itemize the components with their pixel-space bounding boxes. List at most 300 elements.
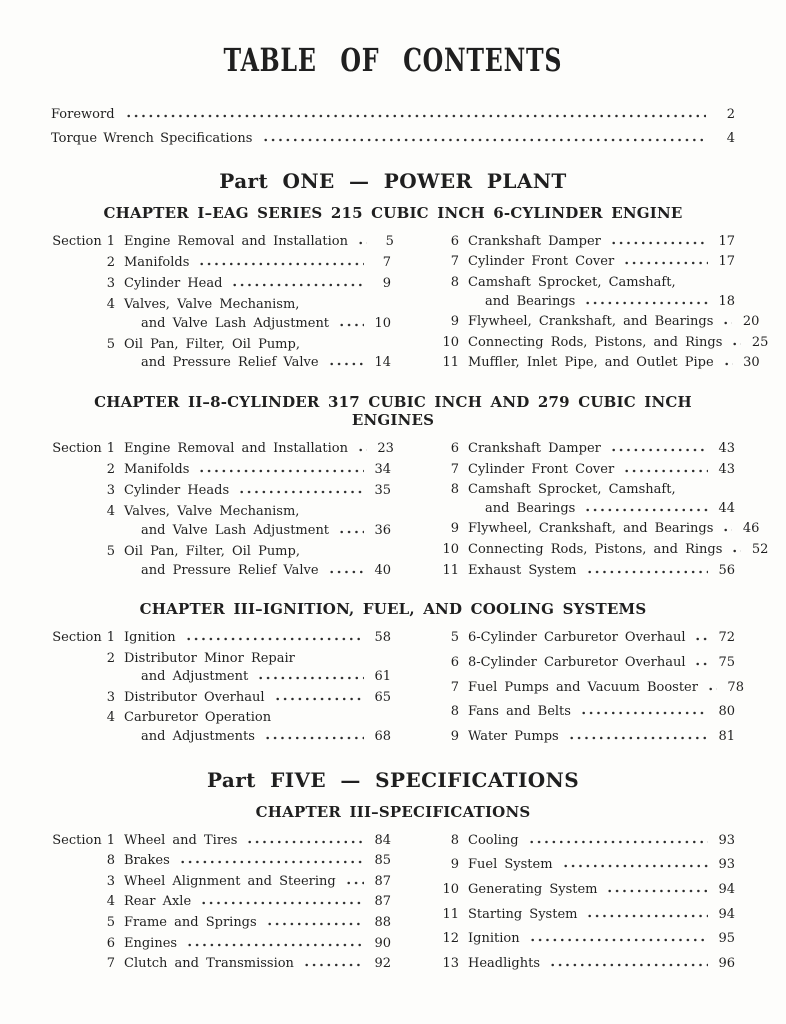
title-line	[124, 710, 391, 726]
entry-page: 18	[718, 293, 735, 309]
part-section	[51, 168, 769, 745]
title-line	[124, 915, 391, 931]
entry-page: 65	[374, 689, 391, 705]
title-line	[468, 679, 744, 696]
section-title-block	[124, 483, 391, 499]
section-title-block	[468, 462, 735, 478]
title-line	[468, 462, 735, 478]
chapter	[51, 803, 735, 972]
dot-leader	[529, 938, 708, 942]
dot-leader	[584, 508, 708, 512]
entry-page: 40	[374, 562, 391, 578]
title-text: 8-Cylinder Carburetor Overhaul	[468, 654, 686, 670]
dot-leader	[584, 301, 708, 305]
section-number-cell	[433, 655, 459, 671]
toc-entry	[51, 710, 391, 744]
title-text: Muffler, Inlet Pipe, and Outlet Pipe	[468, 355, 714, 371]
title-text: Water Pumps	[468, 729, 559, 745]
section-number-cell	[433, 729, 459, 745]
entry-page: 44	[718, 500, 735, 516]
chapter	[51, 203, 769, 371]
title-line	[468, 729, 735, 745]
title-text: Distributor Overhaul	[124, 689, 265, 705]
dot-leader	[568, 736, 708, 740]
toc-entry	[51, 651, 391, 685]
dot-leader	[328, 570, 364, 574]
dot-leader	[238, 490, 364, 494]
title-text: Engine Removal and Installation	[124, 233, 348, 249]
title-line	[124, 690, 391, 706]
title-text: Valves, Valve Mechanism,	[124, 297, 300, 313]
section-number-cell	[433, 931, 459, 947]
title-text: Camshaft Sprocket, Camshaft,	[468, 482, 676, 498]
section-number: 10	[442, 541, 459, 557]
section-title-block	[468, 314, 760, 330]
title-text: Ignition	[124, 630, 176, 646]
section-number-cell	[51, 297, 115, 331]
section-number-cell	[433, 704, 459, 720]
section-number-cell	[51, 651, 115, 685]
section-title-block	[468, 275, 735, 309]
toc-entry	[51, 894, 391, 910]
dot-leader	[125, 114, 706, 118]
title-line	[124, 936, 391, 952]
title-text: 6-Cylinder Carburetor Overhaul	[468, 630, 686, 646]
chapter-column	[51, 833, 391, 972]
toc-entry	[433, 314, 760, 330]
toc-entry	[433, 956, 735, 972]
entry-page: 17	[718, 233, 735, 249]
section-title-block	[468, 704, 735, 720]
title-line	[124, 544, 391, 560]
title-line	[468, 234, 735, 250]
title-text: Flywheel, Crankshaft, and Bearings	[468, 314, 714, 330]
section-number: 3	[106, 873, 115, 889]
section-number-cell	[433, 521, 459, 537]
toc-entry	[433, 254, 735, 270]
title-line	[124, 337, 391, 353]
section-title-block	[124, 630, 391, 646]
toc-entry	[51, 107, 735, 122]
dot-leader	[198, 469, 364, 473]
title-line	[468, 541, 769, 558]
title-text: Oil Pan, Filter, Oil Pump,	[124, 336, 300, 352]
toc-entry	[51, 276, 391, 292]
section-title-block	[124, 874, 391, 890]
dot-leader	[610, 448, 708, 452]
title-line	[468, 907, 735, 923]
toc-entry	[433, 563, 735, 579]
title-text: Engines	[124, 935, 178, 951]
section-title-block	[468, 857, 735, 873]
entry-page: 4	[726, 130, 735, 146]
title-text: Cylinder Head	[124, 275, 223, 291]
title-text: Fuel Pumps and Vacuum Booster	[468, 679, 698, 695]
section-title-block	[468, 521, 760, 537]
dot-leader	[357, 448, 367, 452]
section-number-cell	[433, 254, 459, 270]
section-number: 11	[442, 355, 459, 371]
section-number-cell	[51, 894, 115, 910]
dot-leader	[694, 662, 708, 666]
section-number: 6	[450, 233, 459, 249]
title-text: Cylinder Heads	[124, 483, 230, 499]
title-line	[124, 894, 391, 910]
title-line	[124, 651, 391, 667]
entry-title: Torque Wrench Specifications	[51, 130, 253, 146]
entry-page: 94	[718, 906, 735, 922]
section-number-cell	[433, 833, 459, 849]
entry-page: 96	[718, 956, 735, 972]
dot-leader	[266, 922, 364, 926]
section-number-cell	[51, 874, 115, 890]
title-line	[468, 655, 735, 671]
title-line	[468, 294, 735, 310]
entry-page: 36	[374, 522, 391, 538]
entry-page: 88	[374, 915, 391, 931]
dot-leader	[246, 840, 364, 844]
chapter-columns	[51, 630, 744, 745]
section-number: 4	[106, 894, 115, 910]
toc-entry	[433, 521, 760, 537]
title-line	[468, 334, 769, 351]
toc-entry	[433, 482, 735, 516]
section-title-block	[468, 482, 735, 516]
title-line	[124, 297, 391, 313]
section-title-block	[468, 655, 735, 671]
toc-entry	[51, 874, 391, 890]
title-text: Camshaft Sprocket, Camshaft,	[468, 274, 676, 290]
title-text: Flywheel, Crankshaft, and Bearings	[468, 521, 714, 537]
section-number-cell	[433, 275, 459, 309]
dot-leader	[198, 262, 364, 266]
toc-entry	[51, 833, 391, 849]
title-line	[468, 704, 735, 720]
entry-page: 5	[385, 233, 394, 249]
section-number: 13	[442, 956, 459, 972]
section-title-block	[124, 337, 391, 371]
entry-page: 78	[727, 679, 744, 695]
section-title-block	[124, 915, 391, 931]
entry-page: 61	[374, 669, 391, 685]
section-number: 6	[450, 440, 459, 456]
toc-entry	[433, 833, 735, 849]
entry-title: Foreword	[51, 106, 115, 122]
toc-entry	[433, 729, 735, 745]
section-title-block	[468, 441, 735, 457]
chapter-column	[433, 440, 769, 578]
dot-leader	[623, 261, 708, 265]
section-title-block	[124, 504, 391, 538]
section-number-cell	[51, 630, 115, 646]
title-line	[468, 355, 760, 371]
section-number-cell	[51, 234, 115, 250]
section-number: 6	[450, 654, 459, 670]
section-number: 3	[106, 275, 115, 291]
toc-entry	[433, 541, 769, 558]
section-number-cell	[51, 853, 115, 869]
section-prefix: Section	[52, 440, 102, 456]
section-number: 6	[106, 935, 115, 951]
chapter-column	[433, 833, 735, 972]
title-line	[124, 853, 391, 869]
title-line	[124, 233, 394, 250]
chapter-columns	[51, 440, 769, 578]
section-number: 4	[106, 504, 115, 520]
toc-entry	[433, 355, 760, 371]
entry-page: 72	[718, 630, 735, 646]
section-number-cell	[51, 544, 115, 578]
section-number: 7	[450, 679, 459, 695]
title-line	[124, 729, 391, 745]
toc-entry	[433, 462, 735, 478]
section-number: 4	[106, 710, 115, 726]
toc-entry	[51, 483, 391, 499]
title-line	[468, 254, 735, 270]
title-text: Brakes	[124, 853, 170, 869]
title-line	[468, 501, 735, 517]
title-text: Valves, Valve Mechanism,	[124, 504, 300, 520]
title-text: and Pressure Relief Valve	[141, 562, 319, 578]
section-number-cell	[51, 483, 115, 499]
toc-entry	[433, 907, 735, 923]
section-title-block	[124, 894, 391, 910]
toc-entry	[433, 679, 744, 696]
section-number: 5	[450, 630, 459, 646]
title-text: Crankshaft Damper	[468, 233, 601, 249]
toc-entry	[51, 915, 391, 931]
part-title: Part FIVE — SPECIFICATIONS	[206, 767, 580, 792]
entry-page: 93	[718, 832, 735, 848]
title-line	[124, 504, 391, 520]
chapter-columns	[51, 833, 735, 972]
title-text: and Bearings	[485, 293, 576, 309]
title-line	[468, 314, 760, 330]
entry-page: 93	[718, 857, 735, 873]
section-number: 12	[442, 931, 459, 947]
entry-page: 35	[374, 483, 391, 499]
section-title-block	[468, 882, 735, 898]
section-number: 3	[106, 483, 115, 499]
section-title-block	[124, 956, 391, 972]
section-number-cell	[433, 630, 459, 646]
title-line	[468, 563, 735, 579]
section-number: 1	[106, 832, 115, 848]
dot-leader	[257, 676, 364, 680]
section-title-block	[124, 276, 391, 292]
title-text: Wheel Alignment and Steering	[124, 873, 336, 889]
section-number-cell	[433, 956, 459, 972]
chapter-column	[433, 233, 769, 371]
section-number: 5	[106, 915, 115, 931]
entry-page: 58	[374, 630, 391, 646]
toc-entry	[51, 853, 391, 869]
title-text: Connecting Rods, Pistons, and Rings	[468, 334, 723, 350]
section-number-cell	[433, 314, 459, 330]
toc-entry	[51, 690, 391, 706]
entry-page: 80	[718, 704, 735, 720]
dot-leader	[723, 362, 733, 366]
section-title-block	[124, 690, 391, 706]
section-number: 1	[106, 630, 115, 646]
dot-leader	[262, 138, 706, 142]
section-number: 2	[106, 254, 115, 270]
chapter	[51, 392, 769, 578]
title-text: Engine Removal and Installation	[124, 440, 348, 456]
section-number-cell	[51, 936, 115, 952]
section-title-block	[124, 833, 391, 849]
entry-page: 20	[742, 314, 760, 330]
toc-entry	[51, 255, 391, 271]
entry-page: 68	[374, 729, 391, 745]
dot-leader	[707, 687, 717, 691]
entry-page: 52	[751, 541, 769, 557]
toc-entry	[51, 233, 394, 250]
dot-leader	[274, 697, 364, 701]
section-title-block	[468, 833, 735, 849]
title-text: and Valve Lash Adjustment	[141, 315, 330, 331]
section-number: 9	[450, 857, 459, 873]
dot-leader	[338, 323, 364, 327]
section-number-cell	[433, 482, 459, 516]
section-number: 8	[450, 704, 459, 720]
title-text: Oil Pan, Filter, Oil Pump,	[124, 543, 300, 559]
section-prefix: Section	[52, 630, 102, 646]
section-number: 8	[106, 853, 115, 869]
entry-page: 14	[374, 355, 391, 371]
title-line	[468, 931, 735, 947]
dot-leader	[345, 881, 364, 885]
title-text: and Pressure Relief Valve	[141, 355, 319, 371]
entry-page: 34	[374, 462, 391, 478]
chapter-title: CHAPTER III–SPECIFICATIONS	[255, 802, 531, 821]
dot-leader	[328, 362, 364, 366]
dot-leader	[264, 736, 364, 740]
section-title-block	[468, 234, 735, 250]
section-number-cell	[433, 441, 459, 457]
chapter-column	[51, 440, 394, 578]
title-line	[468, 630, 735, 646]
section-title-block	[468, 956, 735, 972]
dot-leader	[606, 889, 708, 893]
title-line	[124, 316, 391, 332]
toc-entry	[51, 337, 391, 371]
title-text: and Adjustment	[141, 669, 249, 685]
entry-page: 17	[718, 254, 735, 270]
dot-leader	[580, 711, 708, 715]
part-title: Part ONE — POWER PLANT	[219, 168, 567, 193]
toc-entry	[51, 131, 735, 146]
section-number-cell	[433, 234, 459, 250]
chapter-columns	[51, 233, 769, 371]
title-line	[468, 521, 760, 537]
entry-page: 56	[718, 562, 735, 578]
section-number-cell	[433, 680, 459, 696]
toc-entry	[51, 462, 391, 478]
dot-leader	[694, 637, 708, 641]
section-title-block	[468, 729, 735, 745]
section-number-cell	[51, 504, 115, 538]
chapter-title: CHAPTER II–8-CYLINDER 317 CUBIC INCH AND 279 CUBIC INCH ENGINES	[94, 392, 692, 429]
section-number-cell	[51, 915, 115, 931]
dot-leader	[179, 860, 364, 864]
dot-leader	[722, 321, 732, 325]
section-title-block	[468, 563, 735, 579]
dot-leader	[200, 901, 364, 905]
title-line	[124, 276, 391, 292]
chapter-column	[51, 233, 394, 371]
entry-page: 23	[377, 440, 394, 456]
toc-entry	[433, 275, 735, 309]
front-matter	[51, 107, 735, 146]
entry-page: 87	[374, 894, 391, 910]
entry-page: 94	[718, 882, 735, 898]
section-title-block	[468, 630, 735, 646]
title-line	[124, 355, 391, 371]
section-number: 1	[106, 233, 115, 249]
title-line	[124, 669, 391, 685]
section-number: 9	[450, 729, 459, 745]
title-text: Cylinder Front Cover	[468, 254, 615, 270]
title-text: Headlights	[468, 956, 541, 972]
title-line	[124, 563, 391, 579]
section-title-block	[468, 907, 735, 923]
section-number: 4	[106, 297, 115, 313]
title-line	[468, 882, 735, 898]
section-number-cell	[51, 710, 115, 744]
section-number-cell	[433, 857, 459, 873]
section-number: 8	[450, 482, 459, 498]
dot-leader	[610, 241, 708, 245]
toc-entry	[433, 857, 735, 873]
section-number-cell	[51, 956, 115, 972]
dot-leader	[623, 469, 708, 473]
title-line	[468, 956, 735, 972]
page-title-text: TABLE OF CONTENTS	[223, 41, 563, 79]
section-number: 7	[450, 461, 459, 477]
entry-page: 30	[743, 355, 760, 371]
title-text: Rear Axle	[124, 894, 192, 910]
title-line	[468, 441, 735, 457]
entry-page: 2	[726, 106, 735, 122]
section-number-cell	[433, 907, 459, 923]
section-prefix: Section	[52, 233, 102, 249]
title-line	[124, 833, 391, 849]
section-number: 3	[106, 689, 115, 705]
section-number-cell	[433, 335, 459, 351]
section-title-block	[124, 255, 391, 271]
dot-leader	[731, 342, 741, 346]
section-number: 5	[106, 336, 115, 352]
title-text: Frame and Springs	[124, 915, 257, 931]
title-line	[124, 523, 391, 539]
entry-page: 9	[382, 275, 391, 291]
toc-entry	[433, 234, 735, 250]
chapter-column	[433, 630, 744, 745]
section-title-block	[124, 936, 391, 952]
section-title-block	[468, 931, 735, 947]
title-text: Fans and Belts	[468, 704, 571, 720]
dot-leader	[731, 549, 741, 553]
section-number-cell	[51, 276, 115, 292]
title-line	[124, 630, 391, 646]
section-number-cell	[51, 441, 115, 457]
section-title-block	[468, 334, 769, 351]
section-number-cell	[433, 462, 459, 478]
dot-leader	[231, 283, 364, 287]
chapter-title: CHAPTER I–EAG SERIES 215 CUBIC INCH 6-CYLINDER ENGINE	[103, 203, 683, 222]
title-text: Wheel and Tires	[124, 832, 238, 848]
